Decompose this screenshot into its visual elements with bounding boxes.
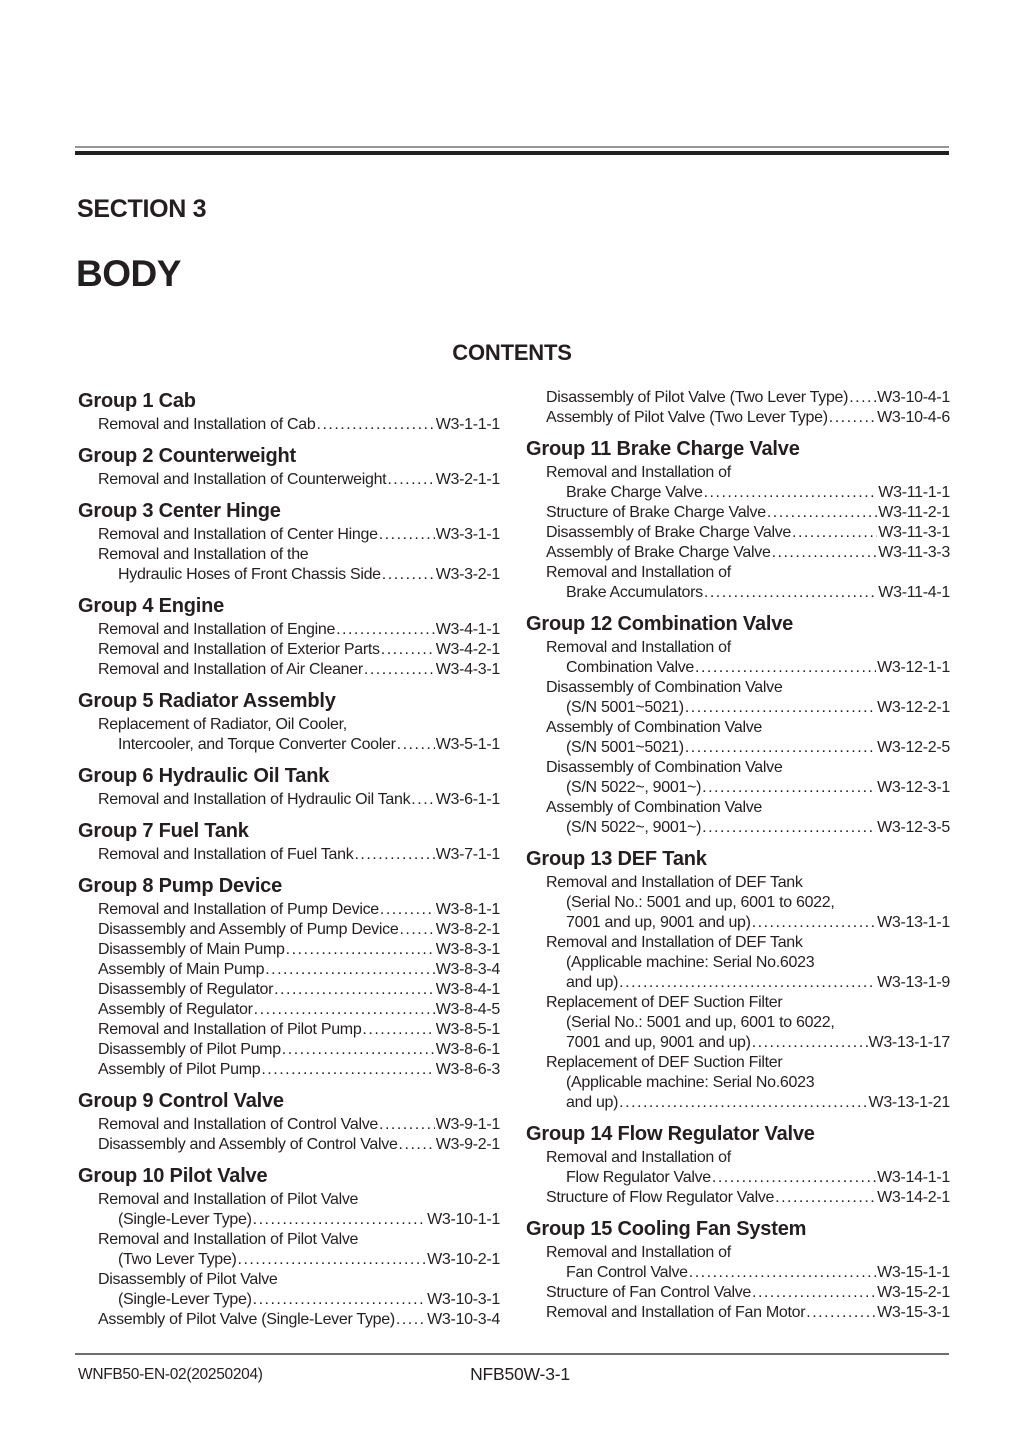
dot-leader xyxy=(362,1020,434,1040)
dot-leader xyxy=(336,620,435,640)
footer-rule xyxy=(75,1353,949,1355)
toc-page-ref: W3-8-5-1 xyxy=(435,1021,500,1038)
toc-entry-line xyxy=(78,845,500,865)
toc-entry-text: Intercooler, and Torque Converter Cooler xyxy=(118,736,396,753)
toc-entry-line xyxy=(78,960,500,980)
dot-leader xyxy=(381,640,435,660)
toc-entry-line xyxy=(526,463,950,483)
toc-entry-text: Removal and Installation of xyxy=(546,464,731,481)
toc-entry-text: Removal and Installation of xyxy=(546,639,731,656)
toc-entry-line xyxy=(78,940,500,960)
toc-page-ref: W3-12-3-5 xyxy=(877,819,950,836)
toc-entry-text: (S/N 5022~, 9001~) xyxy=(566,819,702,836)
toc-entry-line xyxy=(78,715,500,735)
toc-entry-line xyxy=(526,1093,950,1113)
toc-entry-line xyxy=(526,678,950,698)
toc-entry-text: Structure of Fan Control Valve xyxy=(546,1284,752,1301)
toc-page-ref: W3-11-3-3 xyxy=(878,544,950,561)
toc-entry-text: (S/N 5022~, 9001~) xyxy=(566,779,702,796)
toc-entry-line xyxy=(78,1040,500,1060)
toc-entry-text: Disassembly of Brake Charge Valve xyxy=(546,524,792,541)
toc-entry-line xyxy=(526,1033,950,1053)
dot-leader xyxy=(752,913,876,933)
toc-entry-line xyxy=(526,483,950,503)
toc-entry-line xyxy=(78,525,500,545)
toc-page-ref: W3-11-2-1 xyxy=(878,504,950,521)
toc-page-ref: W3-8-4-1 xyxy=(435,981,500,998)
toc-page-ref: W3-13-1-1 xyxy=(877,914,950,931)
dot-leader xyxy=(286,940,435,960)
dot-leader xyxy=(282,1040,435,1060)
toc-group-heading: Group 1 Cab xyxy=(78,390,196,412)
toc-entry-text: Removal and Installation of DEF Tank xyxy=(546,934,803,951)
toc-page-ref: W3-3-1-1 xyxy=(435,526,500,543)
toc-right-column xyxy=(526,388,950,1330)
toc-entry-text: Assembly of Combination Valve xyxy=(546,719,762,736)
toc-page-ref: W3-15-2-1 xyxy=(877,1284,950,1301)
toc-page-ref: W3-5-1-1 xyxy=(435,736,500,753)
toc-page-ref: W3-10-4-1 xyxy=(877,389,950,406)
toc-entry-line xyxy=(78,565,500,585)
toc-entry-line xyxy=(526,563,950,583)
toc-entry-line xyxy=(78,1115,500,1135)
toc-entry-text: (Serial No.: 5001 and up, 6001 to 6022, xyxy=(566,1014,835,1031)
toc-entry-line xyxy=(78,920,500,940)
dot-leader xyxy=(806,1303,876,1323)
toc-entry-line xyxy=(526,933,950,953)
toc-entry-line xyxy=(526,718,950,738)
toc-page-ref: W3-12-2-1 xyxy=(877,699,950,716)
dot-leader xyxy=(399,1135,435,1155)
dot-leader xyxy=(704,483,878,503)
dot-leader xyxy=(387,470,434,490)
toc-entry-text: Structure of Brake Charge Valve xyxy=(546,504,766,521)
toc-entry-text: and up) xyxy=(566,974,619,991)
toc-page-ref: W3-14-2-1 xyxy=(877,1189,950,1206)
toc-entry-line xyxy=(526,1053,950,1073)
toc-page-ref: W3-13-1-17 xyxy=(868,1034,950,1051)
dot-leader xyxy=(382,565,435,585)
toc-page-ref: W3-10-4-6 xyxy=(877,409,950,426)
toc-page-ref: W3-6-1-1 xyxy=(435,791,500,808)
toc-page-ref: W3-14-1-1 xyxy=(877,1169,950,1186)
dot-leader xyxy=(317,415,435,435)
dot-leader xyxy=(379,1115,435,1135)
dot-leader xyxy=(689,1263,876,1283)
toc-entry-line xyxy=(526,1243,950,1263)
toc-entry-line xyxy=(526,523,950,543)
dot-leader xyxy=(619,973,876,993)
toc-entry-text: Assembly of Regulator xyxy=(98,1001,253,1018)
toc-page-ref: W3-9-1-1 xyxy=(435,1116,500,1133)
toc-page-ref: W3-12-3-1 xyxy=(877,779,950,796)
toc-entry-text: Removal and Installation of Pilot Valve xyxy=(98,1231,359,1248)
dot-leader xyxy=(379,525,435,545)
toc-entry-line xyxy=(526,408,950,428)
toc-entry-line xyxy=(526,638,950,658)
toc-page-ref: W3-11-4-1 xyxy=(878,584,950,601)
toc-entry-text: Disassembly of Regulator xyxy=(98,981,274,998)
toc-entry-line xyxy=(526,778,950,798)
toc-entry-text: Fan Control Valve xyxy=(566,1264,688,1281)
toc-entry-line xyxy=(526,1303,950,1323)
toc-entry-text: Disassembly of Main Pump xyxy=(98,941,285,958)
toc-entry-line xyxy=(78,640,500,660)
dot-leader xyxy=(702,818,876,838)
toc-entry-line xyxy=(526,738,950,758)
toc-entry-text: Structure of Flow Regulator Valve xyxy=(546,1189,775,1206)
section-title: BODY xyxy=(76,253,181,294)
toc-group-heading: Group 15 Cooling Fan System xyxy=(526,1218,807,1240)
dot-leader xyxy=(265,960,435,980)
table-of-contents xyxy=(78,388,950,1330)
toc-entry-text: Assembly of Pilot Pump xyxy=(98,1061,261,1078)
toc-group-heading: Group 12 Combination Valve xyxy=(526,613,794,635)
toc-entry-line xyxy=(78,1060,500,1080)
toc-entry-line xyxy=(78,1230,500,1250)
toc-entry-text: Removal and Installation of DEF Tank xyxy=(546,874,803,891)
toc-left-column xyxy=(78,388,500,1330)
toc-page-ref: W3-4-1-1 xyxy=(435,621,500,638)
toc-entry-text: Assembly of Pilot Valve (Two Lever Type) xyxy=(546,409,828,426)
toc-page-ref: W3-10-3-1 xyxy=(427,1291,500,1308)
toc-entry-text: Removal and Installation of xyxy=(546,1149,731,1166)
toc-entry-line xyxy=(526,503,950,523)
toc-entry-text: Disassembly of Combination Valve xyxy=(546,759,783,776)
toc-entry-line xyxy=(78,1190,500,1210)
toc-page-ref: W3-11-3-1 xyxy=(878,524,950,541)
section-label: SECTION 3 xyxy=(77,195,207,223)
toc-group-heading: Group 8 Pump Device xyxy=(78,875,283,897)
toc-entry-line xyxy=(526,913,950,933)
toc-entry-text: Removal and Installation of Fan Motor xyxy=(546,1304,806,1321)
toc-entry-text: Assembly of Brake Charge Valve xyxy=(546,544,771,561)
dot-leader xyxy=(752,1033,868,1053)
dot-leader xyxy=(238,1250,427,1270)
toc-entry-line xyxy=(78,1000,500,1020)
toc-group-heading: Group 13 DEF Tank xyxy=(526,848,707,870)
toc-entry-line xyxy=(78,470,500,490)
dot-leader xyxy=(829,408,876,428)
dot-leader xyxy=(792,523,877,543)
dot-leader xyxy=(397,735,435,755)
toc-entry-line xyxy=(78,1135,500,1155)
toc-entry-text: Removal and Installation of Cab xyxy=(98,416,316,433)
toc-entry-line xyxy=(78,1020,500,1040)
toc-group-heading: Group 3 Center Hinge xyxy=(78,500,281,522)
dot-leader xyxy=(380,900,435,920)
toc-entry-line xyxy=(78,790,500,810)
toc-page-ref: W3-1-1-1 xyxy=(435,416,500,433)
toc-entry-line xyxy=(526,1188,950,1208)
toc-entry-line xyxy=(526,873,950,893)
toc-entry-text: Disassembly of Pilot Pump xyxy=(98,1041,281,1058)
toc-entry-text: Replacement of DEF Suction Filter xyxy=(546,1054,783,1071)
toc-entry-text: (Single-Lever Type) xyxy=(118,1211,252,1228)
toc-entry-text: (Applicable machine: Serial No.6023 xyxy=(566,954,815,971)
toc-entry-line xyxy=(78,1270,500,1290)
dot-leader xyxy=(849,388,876,408)
dot-leader xyxy=(364,660,435,680)
toc-entry-text: (Serial No.: 5001 and up, 6001 to 6022, xyxy=(566,894,835,911)
toc-entry-line xyxy=(78,660,500,680)
toc-entry-text: Removal and Installation of Fuel Tank xyxy=(98,846,354,863)
toc-entry-line xyxy=(526,1263,950,1283)
dot-leader xyxy=(712,1168,876,1188)
toc-entry-text: Removal and Installation of Exterior Parts xyxy=(98,641,380,658)
toc-entry-line xyxy=(526,818,950,838)
toc-entry-text: Removal and Installation of Pilot Pump xyxy=(98,1021,362,1038)
toc-entry-line xyxy=(78,1290,500,1310)
toc-page-ref: W3-8-1-1 xyxy=(435,901,500,918)
toc-page-ref: W3-13-1-9 xyxy=(877,974,950,991)
toc-entry-line xyxy=(526,543,950,563)
toc-page-ref: W3-12-2-5 xyxy=(877,739,950,756)
toc-entry-text: (S/N 5001~5021) xyxy=(566,739,684,756)
toc-page-ref: W3-10-1-1 xyxy=(427,1211,500,1228)
toc-entry-text: (S/N 5001~5021) xyxy=(566,699,684,716)
dot-leader xyxy=(704,583,877,603)
toc-entry-line xyxy=(526,798,950,818)
toc-group-heading: Group 2 Counterweight xyxy=(78,445,297,467)
contents-title: CONTENTS xyxy=(452,340,572,365)
toc-entry-text: Assembly of Main Pump xyxy=(98,961,265,978)
toc-page-ref: W3-15-1-1 xyxy=(877,1264,950,1281)
toc-entry-line xyxy=(526,893,950,913)
dot-leader xyxy=(399,920,434,940)
dot-leader xyxy=(685,738,876,758)
toc-entry-line xyxy=(526,973,950,993)
toc-entry-line xyxy=(526,583,950,603)
toc-page-ref: W3-13-1-21 xyxy=(868,1094,950,1111)
toc-entry-text: and up) xyxy=(566,1094,619,1111)
toc-entry-line xyxy=(78,735,500,755)
manual-number: WNFB50-EN-02(20250204) xyxy=(78,1366,263,1383)
toc-entry-line xyxy=(526,993,950,1013)
toc-entry-text: Replacement of DEF Suction Filter xyxy=(546,994,783,1011)
toc-entry-text: Hydraulic Hoses of Front Chassis Side xyxy=(118,566,381,583)
dot-leader xyxy=(253,1290,426,1310)
toc-group-heading: Group 11 Brake Charge Valve xyxy=(526,438,800,460)
toc-entry-text: Brake Charge Valve xyxy=(566,484,703,501)
dot-leader xyxy=(354,845,434,865)
toc-page-ref: W3-8-6-3 xyxy=(435,1061,500,1078)
toc-entry-text: Removal and Installation of Hydraulic Oil Tank xyxy=(98,791,411,808)
toc-entry-line xyxy=(78,1310,500,1330)
toc-entry-line xyxy=(526,758,950,778)
toc-entry-text: Combination Valve xyxy=(566,659,695,676)
toc-group-heading: Group 9 Control Valve xyxy=(78,1090,284,1112)
toc-group-heading: Group 14 Flow Regulator Valve xyxy=(526,1123,815,1145)
toc-page-ref: W3-2-1-1 xyxy=(435,471,500,488)
toc-page-ref: W3-10-3-4 xyxy=(427,1311,500,1328)
dot-leader xyxy=(775,1188,876,1208)
toc-entry-line xyxy=(526,1283,950,1303)
toc-entry-line xyxy=(78,545,500,565)
toc-entry-line xyxy=(526,698,950,718)
toc-entry-text: Removal and Installation of Pilot Valve xyxy=(98,1191,359,1208)
toc-entry-line xyxy=(78,415,500,435)
toc-entry-text: Replacement of Radiator, Oil Cooler, xyxy=(98,716,347,733)
page-number: NFB50W-3-1 xyxy=(470,1364,570,1384)
dot-leader xyxy=(396,1310,426,1330)
toc-page-ref: W3-8-4-5 xyxy=(435,1001,500,1018)
toc-entry-text: Removal and Installation of Engine xyxy=(98,621,336,638)
toc-group-heading: Group 10 Pilot Valve xyxy=(78,1165,268,1187)
dot-leader xyxy=(253,1210,426,1230)
toc-entry-text: Removal and Installation of Counterweight xyxy=(98,471,387,488)
toc-entry-line xyxy=(78,1210,500,1230)
toc-page-ref: W3-4-3-1 xyxy=(435,661,500,678)
toc-page-ref: W3-12-1-1 xyxy=(877,659,950,676)
toc-entry-text: Removal and Installation of xyxy=(546,564,731,581)
toc-page-ref: W3-8-2-1 xyxy=(435,921,500,938)
toc-entry-text: 7001 and up, 9001 and up) xyxy=(566,914,751,931)
toc-entry-line xyxy=(78,980,500,1000)
dot-leader xyxy=(695,658,876,678)
toc-group-heading: Group 5 Radiator Assembly xyxy=(78,690,336,712)
dot-leader xyxy=(254,1000,435,1020)
toc-entry-text: Removal and Installation of xyxy=(546,1244,731,1261)
dot-leader xyxy=(752,1283,876,1303)
dot-leader xyxy=(702,778,876,798)
toc-entry-text: (Applicable machine: Serial No.6023 xyxy=(566,1074,815,1091)
dot-leader xyxy=(411,790,434,810)
dot-leader xyxy=(685,698,876,718)
toc-group-heading: Group 7 Fuel Tank xyxy=(78,820,249,842)
dot-leader xyxy=(274,980,435,1000)
toc-entry-text: Removal and Installation of Air Cleaner xyxy=(98,661,363,678)
toc-page-ref: W3-8-6-1 xyxy=(435,1041,500,1058)
toc-entry-text: Flow Regulator Valve xyxy=(566,1169,711,1186)
toc-group-heading: Group 4 Engine xyxy=(78,595,225,617)
toc-entry-text: 7001 and up, 9001 and up) xyxy=(566,1034,751,1051)
toc-entry-text: Disassembly of Pilot Valve xyxy=(98,1271,278,1288)
toc-entry-line xyxy=(526,388,950,408)
toc-entry-text: Disassembly and Assembly of Control Valve xyxy=(98,1136,398,1153)
top-double-rule xyxy=(75,146,949,155)
toc-entry-text: Removal and Installation of Control Valve xyxy=(98,1116,379,1133)
toc-entry-text: Assembly of Pilot Valve (Single-Lever Type) xyxy=(98,1311,395,1328)
toc-page-ref: W3-8-3-4 xyxy=(435,961,500,978)
toc-entry-line xyxy=(526,1073,950,1093)
toc-entry-line xyxy=(526,658,950,678)
toc-entry-line xyxy=(526,1148,950,1168)
toc-page-ref: W3-9-2-1 xyxy=(435,1136,500,1153)
toc-entry-text: Removal and Installation of Pump Device xyxy=(98,901,379,918)
toc-entry-line xyxy=(526,1013,950,1033)
toc-page-ref: W3-4-2-1 xyxy=(435,641,500,658)
toc-entry-text: (Two Lever Type) xyxy=(118,1251,237,1268)
toc-page-ref: W3-15-3-1 xyxy=(877,1304,950,1321)
dot-leader xyxy=(619,1093,867,1113)
toc-entry-line xyxy=(78,900,500,920)
toc-entry-text: Disassembly of Pilot Valve (Two Lever Type) xyxy=(546,389,849,406)
toc-page-ref: W3-7-1-1 xyxy=(435,846,500,863)
dot-leader xyxy=(767,503,877,523)
toc-entry-text: Disassembly and Assembly of Pump Device xyxy=(98,921,399,938)
toc-entry-text: Removal and Installation of the xyxy=(98,546,309,563)
dot-leader xyxy=(261,1060,434,1080)
toc-page-ref: W3-10-2-1 xyxy=(427,1251,500,1268)
toc-entry-line xyxy=(526,1168,950,1188)
toc-entry-line xyxy=(526,953,950,973)
toc-entry-text: Assembly of Combination Valve xyxy=(546,799,762,816)
toc-entry-line xyxy=(78,1250,500,1270)
toc-page-ref: W3-11-1-1 xyxy=(878,484,950,501)
toc-entry-line xyxy=(78,620,500,640)
toc-page-ref: W3-3-2-1 xyxy=(435,566,500,583)
toc-entry-text: Disassembly of Combination Valve xyxy=(546,679,783,696)
toc-group-heading: Group 6 Hydraulic Oil Tank xyxy=(78,765,330,787)
toc-entry-text: Brake Accumulators xyxy=(566,584,703,601)
toc-entry-text: (Single-Lever Type) xyxy=(118,1291,252,1308)
toc-entry-text: Removal and Installation of Center Hinge xyxy=(98,526,378,543)
toc-page-ref: W3-8-3-1 xyxy=(435,941,500,958)
dot-leader xyxy=(772,543,878,563)
